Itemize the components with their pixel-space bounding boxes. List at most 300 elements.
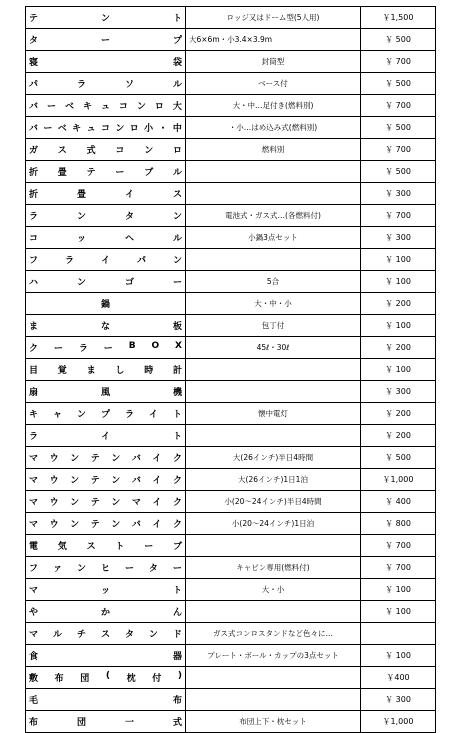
item-name-cell — [26, 249, 186, 271]
item-name-char: ク — [172, 476, 182, 486]
item-name-char: か — [100, 608, 110, 618]
item-price: ￥ 300 — [361, 689, 436, 711]
item-price: ￥ 100 — [361, 271, 436, 293]
item-name-char: ス — [57, 146, 67, 156]
item-description — [186, 601, 361, 623]
item-name-char: ま — [86, 366, 96, 376]
table-row — [26, 73, 436, 95]
item-price: ￥ 700 — [361, 535, 436, 557]
item-name-char: 目 — [29, 366, 39, 376]
item-name-char: イ — [152, 498, 162, 508]
item-name-char: ハ — [29, 278, 39, 288]
item-description — [186, 183, 361, 205]
item-description: 5合 — [186, 271, 361, 293]
item-name-char: 気 — [57, 542, 67, 552]
item-name — [29, 165, 182, 178]
item-name-char: バ — [131, 520, 141, 530]
item-name-char: 風 — [100, 388, 110, 398]
item-name-cell — [26, 227, 186, 249]
item-description: 大6×6m・小3.4×3.9m — [186, 29, 361, 51]
item-description — [186, 425, 361, 447]
table-row — [26, 447, 436, 469]
item-name-char: ク — [172, 520, 182, 530]
item-name-cell — [26, 557, 186, 579]
table-row — [26, 557, 436, 579]
item-name-char: ン — [76, 564, 86, 574]
item-name-char: ウ — [49, 454, 59, 464]
item-name-char: タ — [148, 564, 158, 574]
item-name-char: ラ — [29, 212, 39, 222]
item-name-char: ブ — [144, 168, 154, 178]
item-name-cell — [26, 51, 186, 73]
item-name-char: 時 — [144, 366, 154, 376]
item-name-char: ヒ — [100, 564, 110, 574]
item-name-cell — [26, 205, 186, 227]
item-name-char: テ — [29, 14, 39, 24]
item-name-char: 寝 — [29, 58, 39, 68]
item-description: 大・中・小 — [186, 293, 361, 315]
item-name-char: フ — [29, 564, 39, 574]
item-name-char: X — [175, 341, 182, 351]
item-name-char: ラ — [29, 432, 39, 442]
item-name-char: 中 — [172, 124, 182, 134]
item-name-cell — [26, 513, 186, 535]
item-name-char: 器 — [172, 652, 182, 662]
item-name-char: 布 — [172, 696, 182, 706]
item-price: ￥ 200 — [361, 403, 436, 425]
item-name-cell — [26, 667, 186, 689]
table-row — [26, 623, 436, 645]
item-price: ￥ 400 — [361, 491, 436, 513]
item-name-char: ラ — [78, 344, 88, 354]
item-description: 大・小 — [186, 579, 361, 601]
item-name-char: ク — [29, 344, 39, 354]
item-name — [29, 143, 182, 156]
item-price: ￥ 300 — [361, 183, 436, 205]
item-name-char: キ — [82, 102, 92, 112]
item-name-char: マ — [29, 498, 39, 508]
item-description: 封筒型 — [186, 51, 361, 73]
item-name-char: ベ — [64, 102, 74, 112]
item-name-char: ト — [172, 432, 182, 442]
item-description: 燃料別 — [186, 139, 361, 161]
item-name-char: バ — [131, 454, 141, 464]
item-name-cell — [26, 469, 186, 491]
item-name-char: ン — [111, 520, 121, 530]
table-row — [26, 425, 436, 447]
item-name-char: イ — [124, 190, 134, 200]
item-price: ￥1,500 — [361, 7, 436, 29]
table-row — [26, 271, 436, 293]
table-row — [26, 381, 436, 403]
item-name-char: ー — [46, 102, 56, 112]
item-name-char: イ — [152, 520, 162, 530]
item-name-char: マ — [29, 630, 39, 640]
item-price: ￥ 700 — [361, 557, 436, 579]
item-description: キャビン専用(燃料付) — [186, 557, 361, 579]
item-name-char: 式 — [172, 718, 182, 728]
item-name-char: 布 — [54, 674, 64, 684]
item-name-char: コ — [100, 124, 110, 134]
item-name-char: ン — [70, 520, 80, 530]
table-row — [26, 337, 436, 359]
item-name — [29, 11, 182, 24]
item-description: 大(26インチ)1日1泊 — [186, 469, 361, 491]
item-name-char: ラ — [124, 410, 134, 420]
item-name-char: ド — [172, 630, 182, 640]
item-price: ￥ 700 — [361, 51, 436, 73]
item-name — [29, 275, 182, 288]
item-name-char: バ — [29, 102, 39, 112]
item-name-char: イ — [148, 410, 158, 420]
item-name-cell — [26, 447, 186, 469]
item-name-cell — [26, 403, 186, 425]
item-name — [29, 671, 182, 684]
item-name — [29, 187, 182, 200]
table-row — [26, 51, 436, 73]
item-description — [186, 667, 361, 689]
table-row — [26, 293, 436, 315]
item-name-char: ヘ — [124, 234, 134, 244]
item-name-char: ス — [172, 190, 182, 200]
item-name-char: テ — [90, 498, 100, 508]
item-name-char: マ — [29, 476, 39, 486]
table-row — [26, 315, 436, 337]
table-row — [26, 403, 436, 425]
item-name — [29, 693, 182, 706]
item-name-char: 付 — [152, 674, 162, 684]
item-name-char: テ — [90, 520, 100, 530]
item-name-cell — [26, 623, 186, 645]
item-name-cell — [26, 161, 186, 183]
item-name-char: 板 — [172, 322, 182, 332]
table-row — [26, 205, 436, 227]
item-description: プレート・ボール・カップの3点セット — [186, 645, 361, 667]
item-name-char: ン — [115, 124, 125, 134]
item-name-char: マ — [29, 520, 39, 530]
table-row — [26, 227, 436, 249]
item-name-char: 折 — [29, 168, 39, 178]
item-name-cell — [26, 73, 186, 95]
item-name — [29, 539, 182, 552]
item-name-char: タ — [29, 36, 39, 46]
item-description: 電池式・ガス式…(各燃料付) — [186, 205, 361, 227]
item-name-cell — [26, 95, 186, 117]
item-description: 懐中電灯 — [186, 403, 361, 425]
item-description: ロッジ又はドーム型(5人用) — [186, 7, 361, 29]
item-description: 大・中…足付き(燃料別) — [186, 95, 361, 117]
item-name — [29, 473, 182, 486]
item-name-char: O — [151, 341, 160, 351]
item-name-cell — [26, 29, 186, 51]
item-name-cell — [26, 337, 186, 359]
item-name-char: ュ — [86, 124, 96, 134]
table-row — [26, 667, 436, 689]
item-price: ￥ 100 — [361, 601, 436, 623]
item-name-char: マ — [131, 498, 141, 508]
item-name-char: イ — [152, 454, 162, 464]
item-name-char: ン — [76, 212, 86, 222]
item-name-char: ウ — [49, 476, 59, 486]
item-name-char: イ — [100, 256, 110, 266]
item-name — [29, 341, 182, 354]
item-name-char: ァ — [52, 564, 62, 574]
item-name — [29, 495, 182, 508]
item-name — [29, 99, 182, 112]
item-name — [29, 517, 182, 530]
item-name-char: ・ — [158, 124, 168, 134]
item-name — [29, 407, 182, 420]
item-name — [29, 253, 182, 266]
item-name — [29, 451, 182, 464]
table-row — [26, 513, 436, 535]
item-description — [186, 381, 361, 403]
item-name-char: ャ — [52, 410, 62, 420]
item-name-char: ト — [172, 410, 182, 420]
item-name-char: ー — [115, 168, 125, 178]
item-price: ￥ 100 — [361, 315, 436, 337]
item-name-char: バ — [131, 476, 141, 486]
table-row — [26, 645, 436, 667]
item-name-char: ー — [172, 278, 182, 288]
item-name-cell — [26, 491, 186, 513]
item-name-char: パ — [29, 80, 39, 90]
item-name-char: ク — [172, 498, 182, 508]
item-name-char: パ — [136, 256, 146, 266]
item-description — [186, 689, 361, 711]
item-name-char: ル — [172, 168, 182, 178]
item-name-char: 畳 — [76, 190, 86, 200]
item-name-char: ン — [70, 476, 80, 486]
item-name-cell — [26, 689, 186, 711]
rental-price-sheet — [25, 6, 436, 733]
item-name-char: テ — [90, 454, 100, 464]
item-name-char: コ — [115, 146, 125, 156]
item-name-char: イ — [152, 476, 162, 486]
item-name-char: ン — [172, 256, 182, 266]
item-name-char: マ — [29, 586, 39, 596]
item-name-char: 大 — [172, 102, 182, 112]
item-name-char: 扇 — [29, 388, 39, 398]
item-name-cell — [26, 315, 186, 337]
item-name-cell — [26, 139, 186, 161]
item-description: 小(20〜24インチ)1日泊 — [186, 513, 361, 535]
item-name-char: ベ — [57, 124, 67, 134]
table-row — [26, 183, 436, 205]
item-name — [29, 583, 182, 596]
table-row — [26, 95, 436, 117]
item-name-char: マ — [29, 454, 39, 464]
item-name — [29, 429, 182, 442]
table-row — [26, 579, 436, 601]
item-name-char: ロ — [172, 146, 182, 156]
item-price: ￥ 800 — [361, 513, 436, 535]
item-name-char: バ — [29, 124, 39, 134]
item-name-char: ク — [172, 454, 182, 464]
item-name — [29, 561, 182, 574]
item-description: 小鍋3点セット — [186, 227, 361, 249]
item-name-char: ル — [172, 80, 182, 90]
item-name-cell — [26, 601, 186, 623]
item-name-char: ガ — [29, 146, 39, 156]
item-name-cell — [26, 381, 186, 403]
item-name-char: チ — [76, 630, 86, 640]
item-name-cell — [26, 359, 186, 381]
item-name-char: ト — [172, 14, 182, 24]
item-name-char: ン — [148, 630, 158, 640]
item-name-char: 式 — [86, 146, 96, 156]
item-price: ￥ 500 — [361, 73, 436, 95]
item-name-char: ン — [70, 498, 80, 508]
item-name-cell — [26, 579, 186, 601]
item-name — [29, 605, 182, 618]
item-name-char: ウ — [49, 498, 59, 508]
item-description: ガス式コンロスタンドなど色々に… — [186, 623, 361, 645]
item-name-cell — [26, 293, 186, 315]
item-name — [29, 319, 182, 332]
item-name-char: ン — [76, 278, 86, 288]
item-name-char: キ — [29, 410, 39, 420]
item-price: ￥ 200 — [361, 337, 436, 359]
item-name-char: ト — [172, 586, 182, 596]
item-name-char: ロ — [129, 124, 139, 134]
item-description: 包丁付 — [186, 315, 361, 337]
item-name-char: 団 — [76, 718, 86, 728]
item-name-char: ン — [111, 476, 121, 486]
item-name-char: ッ — [76, 234, 86, 244]
item-name-char: タ — [124, 212, 134, 222]
item-name-char: ン — [100, 14, 110, 24]
item-name-char: 団 — [80, 674, 90, 684]
item-name-cell — [26, 535, 186, 557]
item-price: ￥ 300 — [361, 227, 436, 249]
table-row — [26, 491, 436, 513]
item-description — [186, 535, 361, 557]
item-name-char: ー — [100, 36, 110, 46]
item-name-char: ー — [43, 124, 53, 134]
table-row — [26, 469, 436, 491]
item-name — [29, 363, 182, 376]
item-name-char: 折 — [29, 190, 39, 200]
item-name-char: ー — [53, 344, 63, 354]
item-name-char: 覚 — [57, 366, 67, 376]
item-name-char: 食 — [29, 652, 39, 662]
item-name-cell — [26, 425, 186, 447]
item-name-char: ル — [172, 234, 182, 244]
item-name-char: 毛 — [29, 696, 39, 706]
item-name — [29, 77, 182, 90]
item-price: ￥1,000 — [361, 469, 436, 491]
table-row — [26, 29, 436, 51]
item-name — [29, 209, 182, 222]
item-name-char: ン — [70, 454, 80, 464]
item-name — [29, 715, 182, 728]
item-name-char: ル — [52, 630, 62, 640]
item-name-char: ス — [100, 630, 110, 640]
item-name-cell — [26, 183, 186, 205]
item-name-char: ブ — [172, 542, 182, 552]
item-name-char: テ — [90, 476, 100, 486]
item-name-char: ン — [111, 454, 121, 464]
item-name-cell — [26, 271, 186, 293]
item-name — [29, 231, 182, 244]
item-name-char: ラ — [64, 256, 74, 266]
item-name-char: 畳 — [57, 168, 67, 178]
item-name-char: ン — [172, 212, 182, 222]
item-price: ￥1,000 — [361, 711, 436, 733]
table-row — [26, 711, 436, 733]
item-price: ￥ 100 — [361, 645, 436, 667]
item-price: ￥ 300 — [361, 381, 436, 403]
item-name-cell — [26, 7, 186, 29]
item-name-char: ん — [172, 608, 182, 618]
item-description: 布団上下・枕セット — [186, 711, 361, 733]
item-name-char: ゴ — [124, 278, 134, 288]
item-price: ￥ 700 — [361, 205, 436, 227]
item-name-char: 小 — [144, 124, 154, 134]
item-description: 小(20〜24インチ)半日4時間 — [186, 491, 361, 513]
item-name-char: テ — [86, 168, 96, 178]
item-price: ￥ 500 — [361, 117, 436, 139]
item-name-char: 敷 — [29, 674, 39, 684]
item-name-cell — [26, 711, 186, 733]
item-price: ￥ 500 — [361, 161, 436, 183]
item-name-char: ン — [76, 410, 86, 420]
item-name-char: フ — [29, 256, 39, 266]
table-row — [26, 7, 436, 29]
item-name-char: プ — [172, 36, 182, 46]
item-price: ￥ 100 — [361, 359, 436, 381]
item-name-char: ス — [86, 542, 96, 552]
item-name — [29, 55, 182, 68]
item-name-char: B — [128, 341, 136, 351]
table-row — [26, 249, 436, 271]
item-name-char: ン — [144, 146, 154, 156]
item-name-char: 電 — [29, 542, 39, 552]
item-price: ￥ 200 — [361, 425, 436, 447]
item-description — [186, 161, 361, 183]
item-name-char: や — [29, 608, 39, 618]
item-name — [29, 649, 182, 662]
table-row — [26, 535, 436, 557]
item-name-cell — [26, 117, 186, 139]
item-name — [29, 121, 182, 134]
item-name-char: ッ — [100, 586, 110, 596]
item-name: 鍋 — [100, 300, 110, 310]
item-price: ￥ 700 — [361, 139, 436, 161]
item-price: ￥400 — [361, 667, 436, 689]
item-description — [186, 359, 361, 381]
item-description — [186, 249, 361, 271]
rental-price-table — [25, 6, 436, 733]
item-name-char: ー — [172, 564, 182, 574]
item-name-char: な — [100, 322, 110, 332]
rental-rows — [26, 7, 436, 733]
item-name-char: 一 — [124, 718, 134, 728]
table-row — [26, 161, 436, 183]
item-name-char: コ — [29, 234, 39, 244]
item-price: ￥ 100 — [361, 249, 436, 271]
item-price: ￥ 700 — [361, 95, 436, 117]
item-name-char: タ — [124, 630, 134, 640]
item-name-char: ー — [103, 344, 113, 354]
item-price: ￥ 500 — [361, 29, 436, 51]
item-name-char: ウ — [49, 520, 59, 530]
item-name-char: イ — [100, 432, 110, 442]
item-price: ￥ 500 — [361, 447, 436, 469]
item-name-char: 布 — [29, 718, 39, 728]
table-row — [26, 139, 436, 161]
